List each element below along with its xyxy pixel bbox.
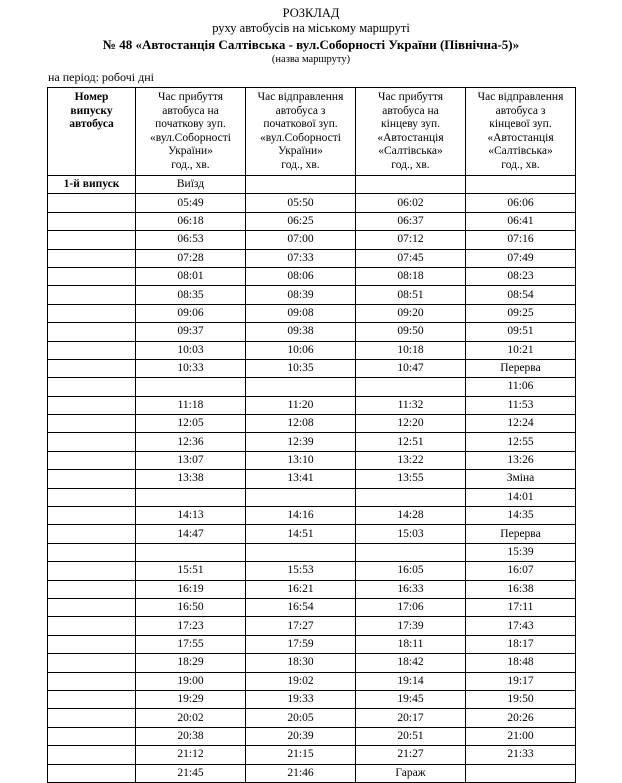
cell-time: 10:35 [246, 359, 356, 377]
cell-bus-number [48, 617, 136, 635]
cell-time: 12:08 [246, 415, 356, 433]
cell-time: 15:53 [246, 562, 356, 580]
route-name: № 48 «Автостанція Салтівська - вул.Соборності України (Північна-5)» [102, 37, 520, 52]
cell-time: 18:11 [356, 635, 466, 653]
cell-time: 07:33 [246, 249, 356, 267]
cell-time: 08:18 [356, 267, 466, 285]
cell-time: 21:45 [136, 764, 246, 782]
cell-time: 08:35 [136, 286, 246, 304]
table-row [48, 267, 576, 285]
table-row [48, 488, 576, 506]
table-row [48, 709, 576, 727]
cell-time: 18:48 [466, 654, 576, 672]
cell-time: 17:59 [246, 635, 356, 653]
cell-bus-number [48, 727, 136, 745]
cell-time: 07:45 [356, 249, 466, 267]
cell-time: Зміна [466, 470, 576, 488]
column-header-arrival-start: Час прибуття автобуса на початкову зуп. «вул.Соборності України» год., хв. [136, 88, 246, 176]
cell-time: 20:26 [466, 709, 576, 727]
table-row [48, 231, 576, 249]
table-row [48, 378, 576, 396]
table-row [48, 580, 576, 598]
cell-time: 06:37 [356, 212, 466, 230]
cell-bus-number [48, 231, 136, 249]
cell-time: 14:51 [246, 525, 356, 543]
cell-time: 21:33 [466, 746, 576, 764]
cell-time: 18:42 [356, 654, 466, 672]
table-row [48, 654, 576, 672]
cell-bus-number [48, 598, 136, 616]
cell-time [356, 488, 466, 506]
table-row [48, 764, 576, 782]
table-row [48, 617, 576, 635]
cell-bus-number [48, 304, 136, 322]
cell-time [356, 543, 466, 561]
cell-time: 11:20 [246, 396, 356, 414]
cell-bus-number [48, 672, 136, 690]
cell-time: 10:06 [246, 341, 356, 359]
cell-time: 11:06 [466, 378, 576, 396]
cell-time: 19:29 [136, 690, 246, 708]
cell-time [466, 176, 576, 194]
table-row [48, 543, 576, 561]
cell-time: 06:41 [466, 212, 576, 230]
table-row [48, 304, 576, 322]
cell-time: 21:00 [466, 727, 576, 745]
cell-time: 16:50 [136, 598, 246, 616]
cell-time: 11:53 [466, 396, 576, 414]
cell-time: Перерва [466, 359, 576, 377]
cell-time: 12:05 [136, 415, 246, 433]
cell-time: 18:17 [466, 635, 576, 653]
route-name-caption: (назва маршруту) [271, 54, 351, 65]
cell-bus-number [48, 451, 136, 469]
cell-time: 12:55 [466, 433, 576, 451]
cell-time [136, 543, 246, 561]
cell-bus-number [48, 580, 136, 598]
table-row [48, 415, 576, 433]
cell-time: 09:50 [356, 323, 466, 341]
cell-time: 21:15 [246, 746, 356, 764]
cell-time: 17:11 [466, 598, 576, 616]
cell-bus-number [48, 543, 136, 561]
column-header-bus-number: Номер випуску автобуса [48, 88, 136, 176]
cell-time: 20:51 [356, 727, 466, 745]
cell-time: 08:39 [246, 286, 356, 304]
cell-time [246, 378, 356, 396]
cell-time: 20:39 [246, 727, 356, 745]
cell-time: 12:24 [466, 415, 576, 433]
cell-bus-number [48, 525, 136, 543]
cell-time: 15:03 [356, 525, 466, 543]
cell-time: Гараж [356, 764, 466, 782]
cell-bus-number [48, 654, 136, 672]
cell-time: 16:19 [136, 580, 246, 598]
cell-time: 14:01 [466, 488, 576, 506]
cell-time: 21:12 [136, 746, 246, 764]
table-row [48, 359, 576, 377]
cell-time: 07:00 [246, 231, 356, 249]
column-header-arrival-end: Час прибуття автобуса на кінцеву зуп. «Автостанція «Салтівська» год., хв. [356, 88, 466, 176]
table-row [48, 746, 576, 764]
cell-time: 09:08 [246, 304, 356, 322]
cell-time: 08:01 [136, 267, 246, 285]
table-row [48, 212, 576, 230]
table-row [48, 507, 576, 525]
cell-time: 07:12 [356, 231, 466, 249]
cell-time: Перерва [466, 525, 576, 543]
cell-bus-number [48, 267, 136, 285]
table-header-row [48, 88, 576, 176]
cell-time: 15:39 [466, 543, 576, 561]
cell-time: 20:17 [356, 709, 466, 727]
cell-time: 07:16 [466, 231, 576, 249]
cell-time: 16:54 [246, 598, 356, 616]
cell-vyizd: Виїзд [136, 176, 246, 194]
cell-time: 10:03 [136, 341, 246, 359]
cell-time: 06:53 [136, 231, 246, 249]
cell-time: 08:23 [466, 267, 576, 285]
cell-time: 16:38 [466, 580, 576, 598]
cell-time: 14:13 [136, 507, 246, 525]
cell-time: 14:47 [136, 525, 246, 543]
cell-bus-number [48, 378, 136, 396]
cell-time [356, 378, 466, 396]
cell-bus-number [48, 690, 136, 708]
cell-time [356, 176, 466, 194]
cell-time: 19:45 [356, 690, 466, 708]
cell-time: 17:43 [466, 617, 576, 635]
cell-bus-number [48, 341, 136, 359]
cell-time: 05:49 [136, 194, 246, 212]
cell-time: 17:39 [356, 617, 466, 635]
document-subtitle: руху автобусів на міському маршруті [212, 21, 410, 35]
cell-bus-number [48, 249, 136, 267]
cell-time: 10:21 [466, 341, 576, 359]
table-row [48, 341, 576, 359]
table-row [48, 525, 576, 543]
cell-time: 16:21 [246, 580, 356, 598]
table-row [48, 433, 576, 451]
cell-time: 08:54 [466, 286, 576, 304]
table-row [48, 396, 576, 414]
cell-time: 20:02 [136, 709, 246, 727]
cell-bus-number [48, 746, 136, 764]
table-body [48, 176, 576, 783]
cell-bus-number [48, 507, 136, 525]
cell-bus-number [48, 635, 136, 653]
cell-time [466, 764, 576, 782]
table-row [48, 249, 576, 267]
column-header-departure-start: Час відправлення автобуса з початкової зуп. «вул.Соборності України» год., хв. [246, 88, 356, 176]
cell-time: 08:51 [356, 286, 466, 304]
cell-time: 16:05 [356, 562, 466, 580]
cell-bus-number [48, 359, 136, 377]
cell-bus-number [48, 323, 136, 341]
cell-time: 10:47 [356, 359, 466, 377]
cell-time: 18:30 [246, 654, 356, 672]
cell-time: 21:46 [246, 764, 356, 782]
cell-time: 09:25 [466, 304, 576, 322]
table-row [48, 690, 576, 708]
cell-time: 13:22 [356, 451, 466, 469]
cell-time [136, 378, 246, 396]
cell-time: 06:06 [466, 194, 576, 212]
cell-time: 17:27 [246, 617, 356, 635]
cell-time: 13:26 [466, 451, 576, 469]
table-header [48, 88, 576, 176]
cell-time: 13:55 [356, 470, 466, 488]
cell-time [136, 488, 246, 506]
table-row [48, 727, 576, 745]
cell-time: 11:32 [356, 396, 466, 414]
cell-time: 14:16 [246, 507, 356, 525]
cell-time [246, 488, 356, 506]
document-header [0, 0, 622, 67]
cell-time: 14:28 [356, 507, 466, 525]
cell-bus-number [48, 764, 136, 782]
cell-time: 09:06 [136, 304, 246, 322]
table-row [48, 635, 576, 653]
cell-bus-number: 1-й випуск [48, 176, 136, 194]
table-row [48, 176, 576, 194]
table-row [48, 672, 576, 690]
cell-time: 09:51 [466, 323, 576, 341]
cell-time: 19:02 [246, 672, 356, 690]
table-row [48, 562, 576, 580]
cell-time: 16:07 [466, 562, 576, 580]
cell-time: 19:17 [466, 672, 576, 690]
cell-time: 19:14 [356, 672, 466, 690]
cell-bus-number [48, 488, 136, 506]
table-row [48, 194, 576, 212]
cell-time: 11:18 [136, 396, 246, 414]
cell-time: 09:37 [136, 323, 246, 341]
cell-time: 13:38 [136, 470, 246, 488]
cell-time: 19:33 [246, 690, 356, 708]
cell-time: 17:23 [136, 617, 246, 635]
cell-time: 15:51 [136, 562, 246, 580]
document-title: РОЗКЛАД [282, 6, 340, 20]
cell-time: 17:55 [136, 635, 246, 653]
cell-time: 12:39 [246, 433, 356, 451]
table-row [48, 286, 576, 304]
cell-bus-number [48, 212, 136, 230]
cell-time: 13:10 [246, 451, 356, 469]
cell-time: 06:18 [136, 212, 246, 230]
cell-time: 12:36 [136, 433, 246, 451]
cell-time: 20:05 [246, 709, 356, 727]
cell-bus-number [48, 396, 136, 414]
table-row [48, 323, 576, 341]
cell-time: 13:07 [136, 451, 246, 469]
cell-bus-number [48, 562, 136, 580]
cell-time: 06:02 [356, 194, 466, 212]
cell-time [246, 543, 356, 561]
cell-time: 09:20 [356, 304, 466, 322]
cell-time: 07:49 [466, 249, 576, 267]
schedule-table [47, 87, 576, 783]
cell-time: 19:00 [136, 672, 246, 690]
cell-time: 20:38 [136, 727, 246, 745]
cell-time: 16:33 [356, 580, 466, 598]
cell-time: 18:29 [136, 654, 246, 672]
column-header-departure-end: Час відправлення автобуса з кінцевої зуп. «Автостанція «Салтівська» год., хв. [466, 88, 576, 176]
table-row [48, 470, 576, 488]
cell-time: 10:33 [136, 359, 246, 377]
cell-time: 05:50 [246, 194, 356, 212]
cell-time: 13:41 [246, 470, 356, 488]
cell-time: 10:18 [356, 341, 466, 359]
cell-time: 17:06 [356, 598, 466, 616]
cell-time: 19:50 [466, 690, 576, 708]
cell-bus-number [48, 433, 136, 451]
table-row [48, 598, 576, 616]
cell-time [246, 176, 356, 194]
cell-time: 12:51 [356, 433, 466, 451]
cell-time: 06:25 [246, 212, 356, 230]
cell-time: 14:35 [466, 507, 576, 525]
cell-time: 07:28 [136, 249, 246, 267]
period-label: на період: робочі дні [48, 70, 154, 84]
cell-bus-number [48, 415, 136, 433]
cell-bus-number [48, 709, 136, 727]
cell-time: 12:20 [356, 415, 466, 433]
cell-time: 21:27 [356, 746, 466, 764]
cell-time: 09:38 [246, 323, 356, 341]
cell-time: 08:06 [246, 267, 356, 285]
table-row [48, 451, 576, 469]
cell-bus-number [48, 194, 136, 212]
cell-bus-number [48, 470, 136, 488]
cell-bus-number [48, 286, 136, 304]
